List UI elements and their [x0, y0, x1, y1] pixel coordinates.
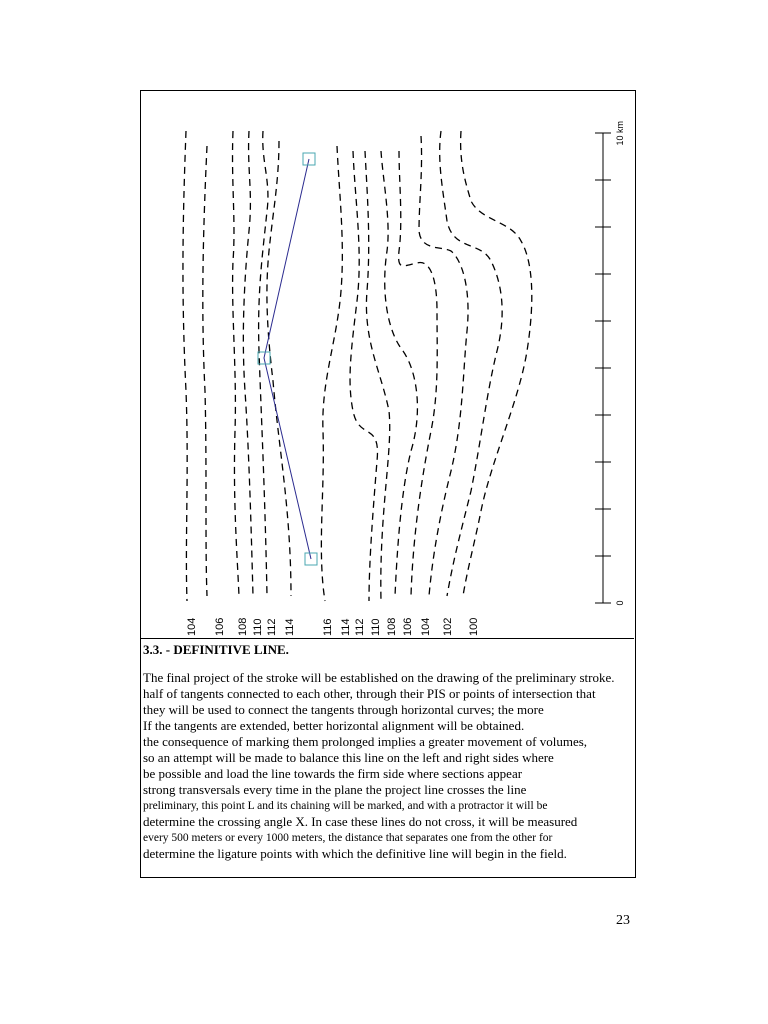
scale-label-top: 10 km	[615, 121, 625, 146]
contour-line	[381, 151, 417, 596]
paragraph-line: The final project of the stroke will be established on the drawing of the preliminary stroke.	[143, 670, 615, 685]
scale-bar	[595, 133, 611, 603]
contour-elevation-label: 112	[354, 618, 366, 636]
paragraph-line: they will be used to connect the tangents through horizontal curves; the more	[143, 702, 544, 717]
contour-elevation-label: 110	[370, 618, 382, 636]
paragraph-line: so an attempt will be made to balance this line on the left and right sides where	[143, 750, 554, 765]
paragraph-line: preliminary, this point L and its chaining will be marked, and with a protractor it will be	[143, 800, 548, 812]
paragraph-line: half of tangents connected to each other, through their PIS or points of intersection that	[143, 686, 596, 701]
contour-line	[183, 131, 187, 601]
paragraph-line: If the tangents are extended, better horizontal alignment will be obtained.	[143, 718, 525, 733]
contour-elevation-label: 106	[402, 617, 414, 636]
paragraph-line: be possible and load the line towards the firm side where sections appear	[143, 766, 523, 781]
contour-elevation-label: 106	[214, 617, 226, 636]
contour-elevation-label: 114	[340, 618, 352, 636]
contour-line	[399, 151, 438, 596]
contour-line	[203, 146, 207, 596]
contour-elevation-label: 102	[442, 617, 454, 636]
contour-elevation-label: 112	[266, 618, 278, 636]
contour-elevation-label: 108	[386, 617, 398, 636]
scale-label-bottom: 0	[615, 600, 625, 606]
contour-line	[365, 151, 390, 601]
paragraph-line: the consequence of marking them prolonged implies a greater movement of volumes,	[143, 734, 588, 749]
contour-elevation-label: 104	[420, 617, 432, 636]
paragraph-line: determine the crossing angle X. In case these lines do not cross, it will be measured	[143, 814, 578, 829]
contour-line	[350, 151, 377, 601]
contour-line	[440, 131, 502, 596]
contour-line	[461, 131, 532, 596]
contour-line	[321, 146, 342, 601]
contour-map-svg	[141, 91, 634, 638]
contour-line	[233, 131, 239, 596]
contour-line	[419, 136, 468, 596]
section-paragraph	[143, 670, 633, 862]
contour-elevation-label: 114	[284, 618, 296, 636]
contour-line	[267, 141, 291, 596]
contour-elevation-label: 100	[468, 617, 480, 636]
contour-line	[243, 131, 253, 596]
paragraph-line: every 500 meters or every 1000 meters, the distance that separates one from the other for	[143, 832, 553, 844]
page-frame	[140, 90, 636, 878]
contour-elevation-label: 104	[186, 617, 198, 636]
contour-elevation-label: 116	[322, 618, 334, 636]
paragraph-line: strong transversals every time in the plane the project line crosses the line	[143, 782, 527, 797]
section-text	[143, 640, 633, 862]
contour-map-figure	[141, 91, 634, 639]
contour-elevation-label: 110	[252, 618, 264, 636]
contour-elevation-label: 108	[237, 617, 249, 636]
paragraph-line: determine the ligature points with which the definitive line will begin in the field.	[143, 846, 567, 861]
section-heading: 3.3. - DEFINITIVE LINE.	[143, 642, 289, 657]
page-number: 23	[616, 913, 630, 928]
